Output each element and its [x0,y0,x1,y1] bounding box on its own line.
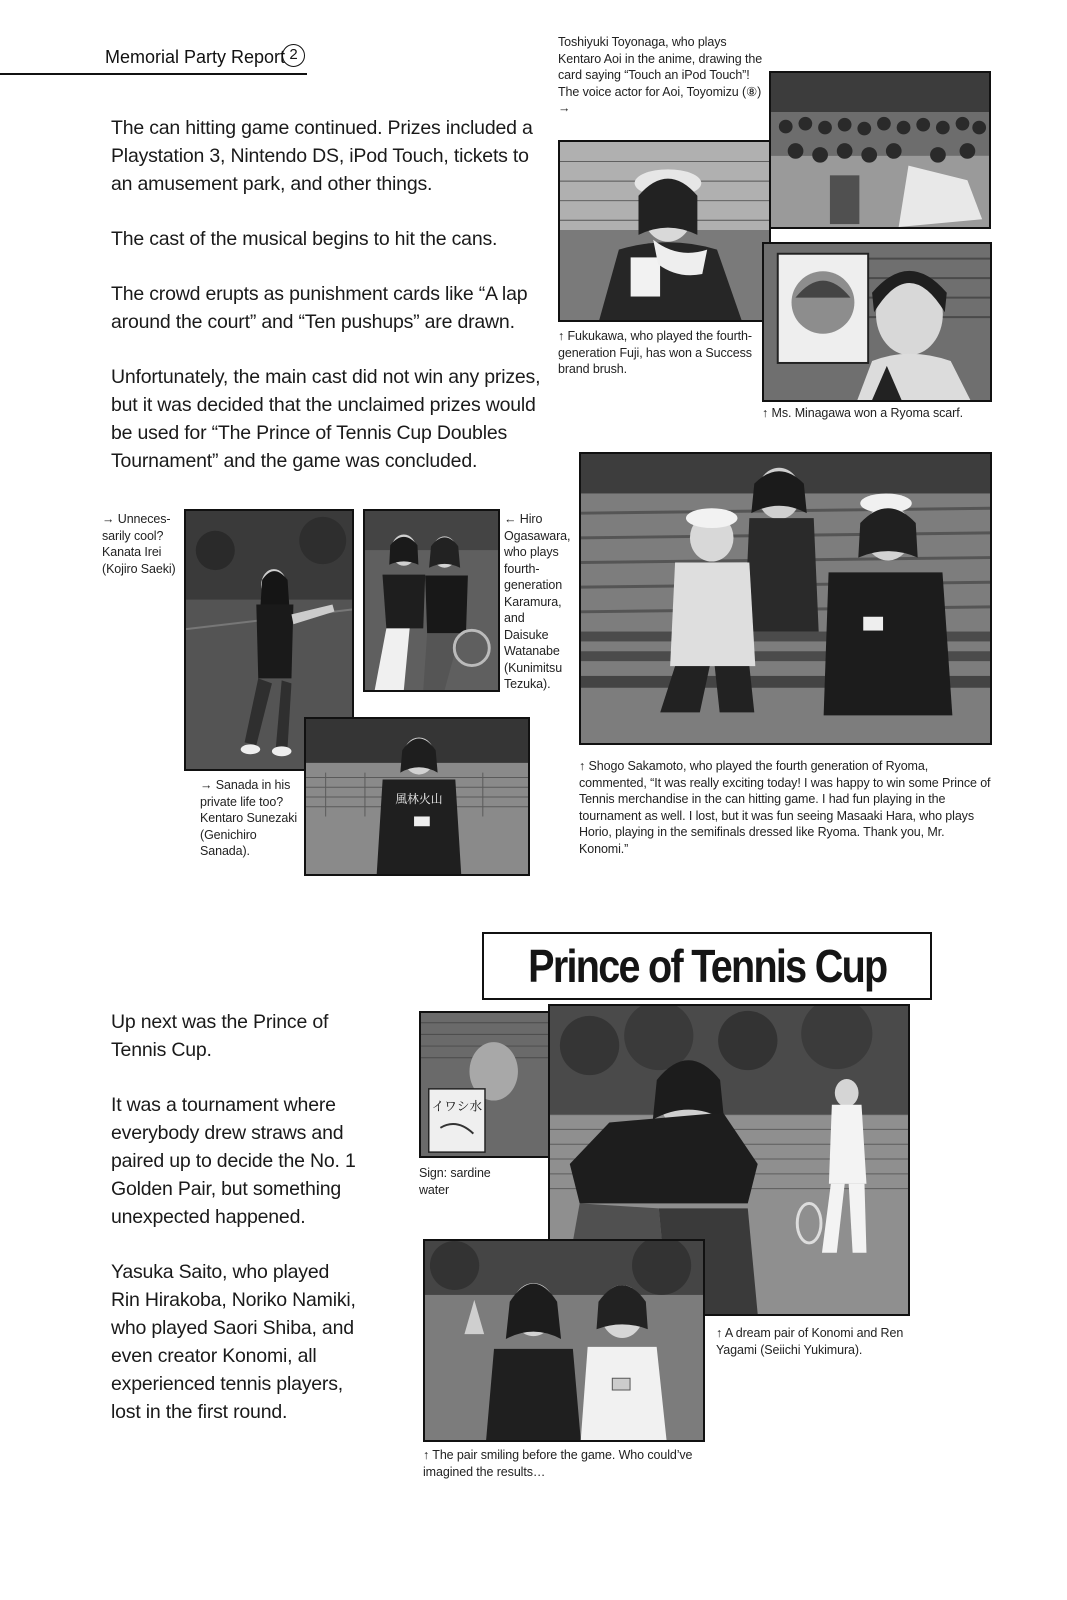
caption-irei [102,511,182,577]
caption-ogasawara [504,511,572,693]
section-text-block [111,1008,361,1426]
section-paragraph: Yasuka Saito, who played Rin Hirakoba, Noriko Namiki, who played Saori Shiba, and even creator Konomi, all experienced tennis players, lost in the first round. [111,1261,356,1423]
intro-paragraph: The cast of the musical begins to hit the cans. [111,228,498,250]
intro-paragraph: Unfortunately, the main cast did not win any prizes, but it was decided that the unclaimed prizes would be used for “The Prince of Tennis Cup Doubles Tournament” and the game was concluded. [111,366,541,472]
section-paragraph: It was a tournament where everybody drew straws and paired up to decide the No. 1 Golden Pair, but something unexpected happened. [111,1094,356,1228]
photo-crowd [769,71,991,229]
intro-paragraph: The crowd erupts as punishment cards like “A lap around the court” and “Ten pushups” are drawn. [111,283,528,333]
photo-minagawa [762,242,992,402]
shirt-text: 風林火山 [395,791,443,806]
caption-text: ↑ Ms. Minagawa won a Ryoma scarf. [762,406,963,420]
photo-sunezaki [304,717,530,876]
photo-sign-art [421,1013,548,1156]
caption-text: → Unneces-sarily cool? Kanata Irei (Kojiro Saeki) [102,512,176,576]
header-rule [0,73,307,75]
sign-text: イワシ水 [431,1098,483,1114]
caption-pair-smiling [423,1447,723,1480]
caption-text: ↑ Shogo Sakamoto, who played the fourth generation of Ryoma, commented, “It was really exciting today! I was happy to win some Prince of Tennis merchandise in the can hitting game. I had fun playing in the tournament as well. I lost, but it was fun seeing Masaaki Hara, who plays Horio, playing in the semifinals dressed like Ryoma. Thank you, Mr. Konomi.” [579,759,991,856]
caption-sign [419,1165,519,1198]
photo-crowd-art [771,73,989,227]
photo-toyonaga-art [560,142,769,320]
caption-dream-pair [716,1325,916,1358]
header-title [105,45,285,69]
photo-sunezaki-art [306,719,528,874]
intro-paragraph: The can hitting game continued. Prizes included a Playstation 3, Nintendo DS, iPod Touch, tickets to an amusement park, and other things. [111,117,533,195]
section-paragraph: Up next was the Prince of Tennis Cup. [111,1011,329,1061]
intro-text-block [111,114,547,475]
photo-minagawa-art [764,244,990,400]
caption-text: Toshiyuki Toyonaga, who plays Kentaro Aoi in the anime, drawing the card saying “Touch an iPod Touch”! The voice actor for Aoi, Toyomizu (⑧) → [558,35,763,115]
caption-minagawa [762,405,992,422]
caption-text: ← Hiro Ogasawara, who plays fourth-generation Karamura, and Daisuke Watanabe (Kunimitsu Tezuka). [504,512,571,691]
caption-fukukawa [558,328,758,378]
header-number: 2 [289,46,298,63]
photo-sakamoto-group [579,452,992,745]
caption-text: ↑ A dream pair of Konomi and Ren Yagami (Seiichi Yukimura). [716,1326,904,1357]
caption-sunezaki [200,777,302,860]
photo-pair-smiling [423,1239,705,1442]
photo-pair-art [425,1241,703,1440]
header-number-circle [282,44,305,67]
caption-text: ↑ The pair smiling before the game. Who could’ve imagined the results… [423,1448,693,1479]
caption-text: → Sanada in his private life too? Kentaro Sunezaki (Genichiro Sanada). [200,778,298,858]
photo-ogasawara-watanabe [363,509,500,692]
caption-text: ↑ Fukukawa, who played the fourth-generation Fuji, has won a Success brand brush. [558,329,752,376]
header-title-text: Memorial Party Report [105,47,286,67]
photo-sakamoto-art [581,454,990,743]
caption-toyonaga [558,34,763,117]
photo-sign [419,1011,550,1158]
caption-sakamoto [579,758,992,857]
photo-toyonaga [558,140,771,322]
photo-ogasawara-art [365,511,498,690]
section-title: Prince of Tennis Cup [527,940,887,992]
section-title-box [482,932,932,1000]
caption-text: Sign: sardine water [419,1166,491,1197]
